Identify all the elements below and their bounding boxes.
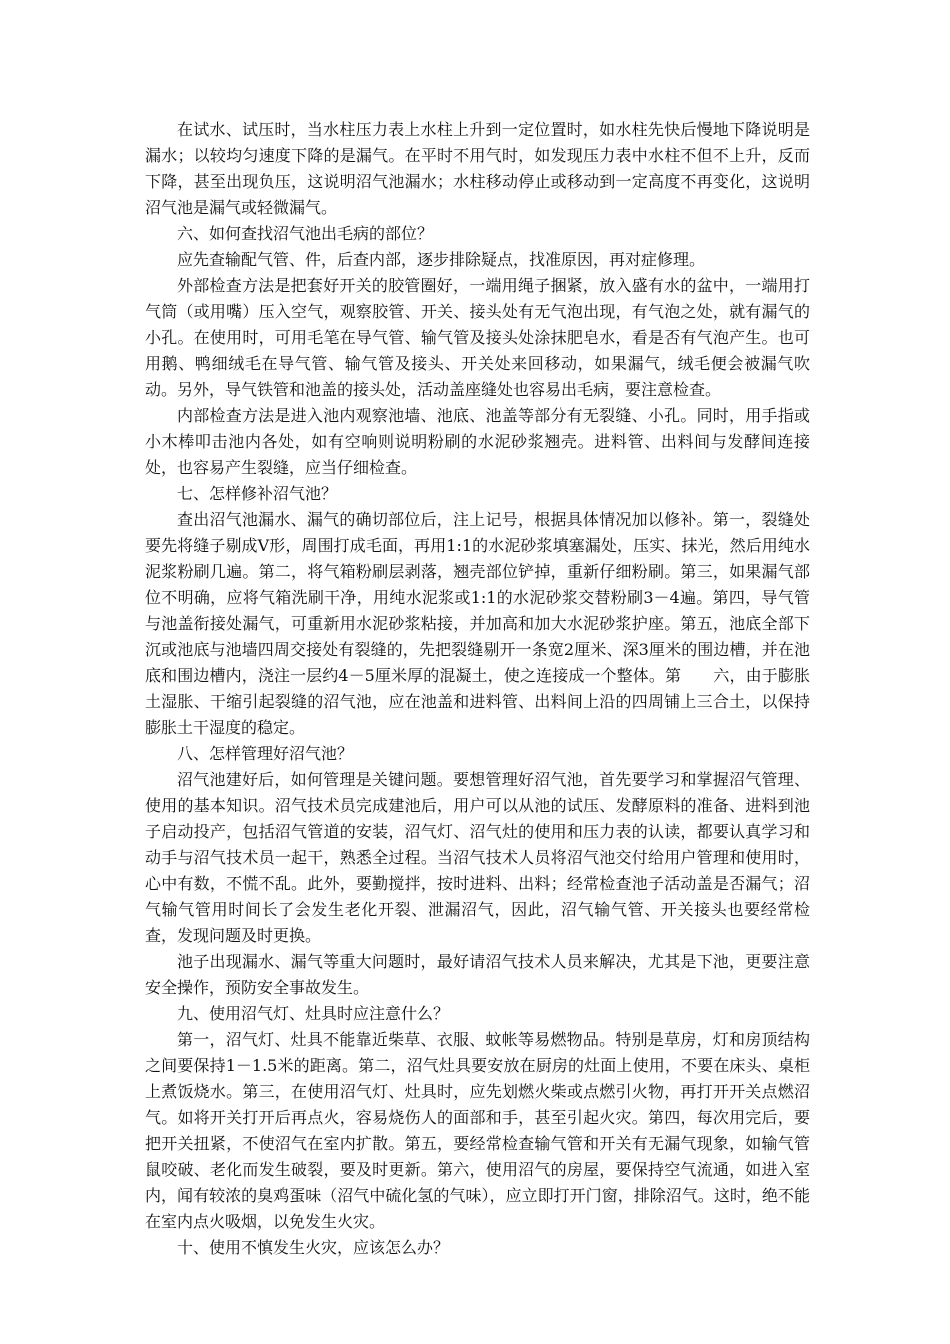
paragraph-management: 沼气池建好后，如何管理是关键问题。要想管理好沼气池，首先要学习和掌握沼气管理、使用的基本知识。沼气技术员完成建池后，用户可以从池的试压、发酵原料的准备、进料到池子启动投产，包括沼气管道的安装，沼气灯、沼气灶的使用和压力表的认读，都要认真学习和动手与沼气技术员一起干，熟悉全过程。当沼气技术人员将沼气池交付给用户管理和使用时，心中有数，不慌不乱。此外，要勤搅拌，按时进料、出料；经常检查池子活动盖是否漏气；沼气输气管用时间长了会发生老化开裂、泄漏沼气，因此，沼气输气管、开关接头也要经常检查，发现问题及时更换。 — [145, 770, 810, 945]
paragraph-internal-inspection: 内部检查方法是进入池内观察池墙、池底、池盖等部分有无裂缝、小孔。同时，用手指或小木棒叩击池内各处，如有空响则说明粉刷的水泥砂浆翘壳。进料管、出料间与发酵间连接处，也容易产生裂缝，应当仔细检查。 — [145, 406, 810, 477]
paragraph-external-inspection: 外部检查方法是把套好开关的胶管圈好，一端用绳子捆紧，放入盛有水的盆中，一端用打气筒（或用嘴）压入空气，观察胶管、开关、接头处有无气泡出现，有气泡之处，就有漏气的小孔。在使用时，可用毛笔在导气管、输气管及接头处涂抹肥皂水，看是否有气泡产生。也可用鹅、鸭细绒毛在导气管、输气管及接头、开关处来回移动，如果漏气，绒毛便会被漏气吹动。另外，导气铁管和池盖的接头处，活动盖座缝处也容易出毛病，要注意检查。 — [145, 276, 810, 399]
paragraph-lamp-stove-safety: 第一，沼气灯、灶具不能靠近柴草、衣服、蚊帐等易燃物品。特别是草房，灯和房顶结构之间要保持1－1.5米的距离。第二，沼气灶具要安放在厨房的灶面上使用，不要在床头、桌柜上煮饭烧水。第三，在使用沼气灯、灶具时，应先划燃火柴或点燃引火物，再打开开关点燃沼气。如将开关打开后再点火，容易烧伤人的面部和手，甚至引起火灾。第四，每次用完后，要把开关扭紧，不使沼气在室内扩散。第五，要经常检查输气管和开关有无漏气现象，如输气管鼠咬破、老化而发生破裂，要及时更新。第六，使用沼气的房屋，要保持空气流通，如进入室内，闻有较浓的臭鸡蛋味（沼气中硫化氢的气味），应立即打开门窗，排除沼气。这时，绝不能在室内点火吸烟，以免发生火灾。 — [145, 1030, 810, 1231]
section-heading-8: 八、怎样管理好沼气池？ — [177, 744, 354, 763]
paragraph-safety-operation: 池子出现漏水、漏气等重大问题时，最好请沼气技术人员来解决，尤其是下池，更要注意安全操作，预防安全事故发生。 — [145, 952, 810, 997]
document-body — [145, 117, 810, 1261]
section-heading-7: 七、怎样修补沼气池？ — [177, 484, 338, 503]
section-heading-6: 六、如何查找沼气池出毛病的部位？ — [177, 224, 434, 243]
section-heading-10: 十、使用不慎发生火灾，应该怎么办？ — [177, 1238, 450, 1257]
paragraph-repair-methods: 查出沼气池漏水、漏气的确切部位后，注上记号，根据具体情况加以修补。第一，裂缝处要先将缝子剔成V形，周围打成毛面，再用1:1的水泥砂浆填塞漏处，压实、抹光，然后用纯水泥浆粉刷几遍。第二，将气箱粉刷层剥落，翘壳部位铲掉，重新仔细粉刷。第三，如果漏气部位不明确，应将气箱洗刷干净，用纯水泥浆或1:1的水泥砂浆交替粉刷3－4遍。第四，导气管与池盖衔接处漏气，可重新用水泥砂浆粘接，并加高和加大水泥砂浆护座。第五，池底全部下沉或池底与池墙四周交接处有裂缝的，先把裂缝剔开一条宽2厘米、深3厘米的围边槽，并在池底和围边槽内，浇注一层约4－5厘米厚的混凝土，使之连接成一个整体。第 六，由于膨胀土湿胀、干缩引起裂缝的沼气池，应在池盖和进料管、出料间上沿的四周铺上三合土，以保持膨胀土干湿度的稳定。 — [145, 510, 810, 737]
paragraph-inspection-order: 应先查输配气管、件，后查内部，逐步排除疑点，找准原因，再对症修理。 — [177, 250, 706, 269]
paragraph-leak-pressure-test: 在试水、试压时，当水柱压力表上水柱上升到一定位置时，如水柱先快后慢地下降说明是漏水；以较均匀速度下降的是漏气。在平时不用气时，如发现压力表中水柱不但不上升，反而下降，甚至出现负压，这说明沼气池漏水；水柱移动停止或移动到一定高度不再变化，这说明沼气池是漏气或轻微漏气。 — [145, 120, 810, 217]
section-heading-9: 九、使用沼气灯、灶具时应注意什么？ — [177, 1004, 450, 1023]
